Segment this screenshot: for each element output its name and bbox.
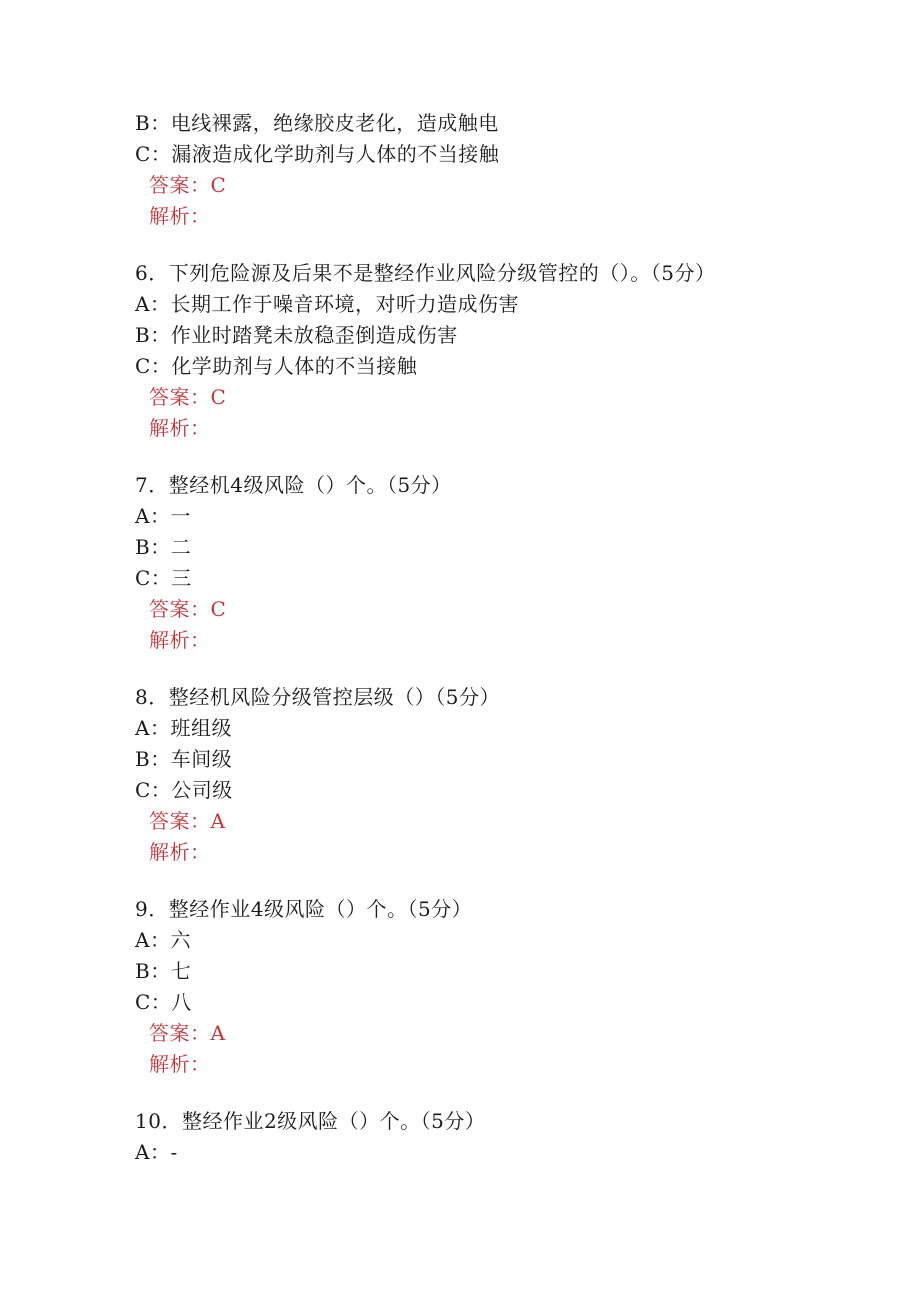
spacer [135, 656, 835, 682]
question-block [135, 894, 835, 1080]
answer-line: 答案：C [149, 597, 227, 621]
question-title: 8．整经机风险分级管控层级（）（5分） [135, 685, 500, 709]
option-b: B：作业时踏凳未放稳歪倒造成伤害 [135, 323, 458, 347]
answer-line: 答案：A [149, 1021, 226, 1045]
question-title: 6．下列危险源及后果不是整经作业风险分级管控的（）。（5分） [135, 261, 716, 285]
option-c: C：八 [135, 990, 192, 1014]
question-title: 7．整经机4级风险（）个。（5分） [135, 473, 452, 497]
option-a: A：六 [135, 928, 191, 952]
option-a: A：长期工作于噪音环境，对听力造成伤害 [135, 292, 519, 316]
option-b: B：电线裸露，绝缘胶皮老化，造成触电 [135, 111, 499, 135]
spacer [135, 232, 835, 258]
spacer [135, 444, 835, 470]
answer-line: 答案：A [149, 809, 226, 833]
question-list [135, 108, 835, 1168]
question-block [135, 682, 835, 868]
analysis-line: 解析： [149, 204, 211, 228]
option-a: A：- [135, 1140, 178, 1164]
option-c: C：化学助剂与人体的不当接触 [135, 354, 418, 378]
analysis-line: 解析： [149, 840, 211, 864]
option-c: C：三 [135, 566, 192, 590]
option-b: B：二 [135, 535, 192, 559]
option-c: C：公司级 [135, 778, 233, 802]
option-b: B：车间级 [135, 747, 233, 771]
question-block [135, 470, 835, 656]
option-b: B：七 [135, 959, 192, 983]
question-block [135, 1106, 835, 1168]
spacer [135, 1080, 835, 1106]
answer-line: 答案：C [149, 173, 227, 197]
analysis-line: 解析： [149, 416, 211, 440]
question-title: 9．整经作业4级风险（）个。（5分） [135, 897, 473, 921]
option-a: A：一 [135, 504, 191, 528]
analysis-line: 解析： [149, 628, 211, 652]
answer-line: 答案：C [149, 385, 227, 409]
analysis-line: 解析： [149, 1052, 211, 1076]
question-block [135, 108, 835, 232]
question-title: 10．整经作业2级风险（）个。（5分） [135, 1109, 486, 1133]
spacer [135, 868, 835, 894]
option-a: A：班组级 [135, 716, 232, 740]
question-block [135, 258, 835, 444]
option-c: C：漏液造成化学助剂与人体的不当接触 [135, 142, 500, 166]
